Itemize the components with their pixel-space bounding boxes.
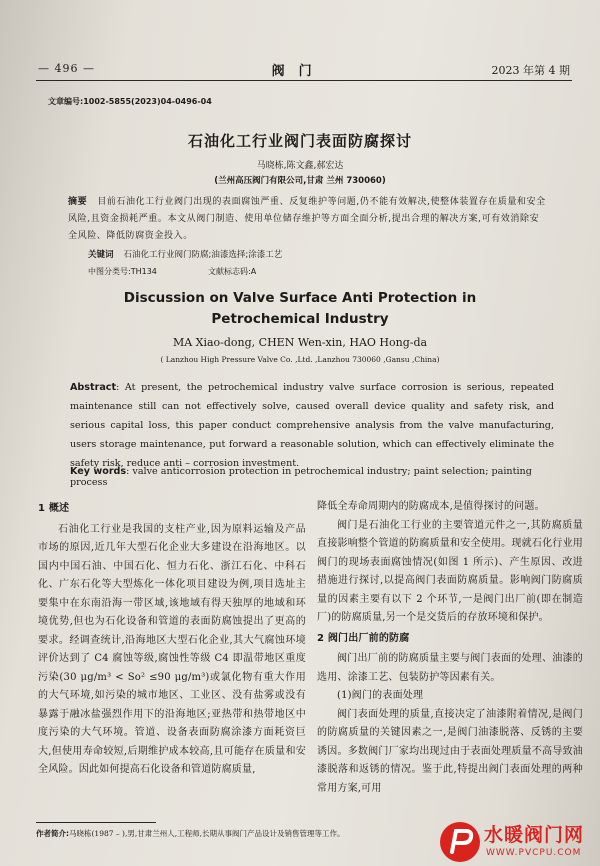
issue-label: 2023 年第 4 期 (491, 64, 570, 77)
subsection-2-1-heading: (1)阀门的表面处理 (337, 690, 424, 701)
abstract-label-english: Abstract (70, 382, 117, 393)
body-column-right (317, 498, 583, 798)
keywords-text-chinese: 石油化工行业阀门防腐;油漆选择;涂漆工艺 (123, 250, 283, 260)
section-1-heading: 1 概述 (38, 503, 70, 514)
keywords-english (70, 466, 560, 488)
abstract-chinese (68, 194, 548, 245)
watermark-name: 水暖阀门网 (484, 824, 585, 846)
keywords-text-english: : valve anticorrosion protection in petrochemical industry; paint selection; painting process (70, 466, 532, 488)
authors-chinese: 马晓栋,陈文鑫,郝宏达 (256, 161, 344, 171)
classification-line (88, 266, 257, 277)
abstract-text-chinese: 目前石油化工行业阀门出现的表面腐蚀严重、反复维护等问题,仍不能有效解决,使整体装置存在质量和安全风险,且资金损耗严重。本文从阀门制造、使用单位储存维护等方面全面分析,提出合理的解决方案,可有效消除安全风险、降低防腐资金投入。 (68, 197, 546, 241)
section-1-paragraph: 石油化工行业是我国的支柱产业,因为原料运输及产品市场的原因,近几年大型石化企业大多建设在沿海地区。以国内中国石油、中国石化、恒力石化、浙江石化、中科石化、广东石化等大型炼化一体化项目建设为例,项目选址主要集中在东南沿海一带区域,该地域有得天独厚的地域和环境优势,但也为石化设备和管道的表面防腐蚀提出了更高的要求。经调查统计,沿海地区大型石化企业,其大气腐蚀环境评价达到了 C4 腐蚀等级,腐蚀性等级 C4 即温带地区重度污染(30 μg/m³ < So² ≤90 μg/m³)或氯化物有重大作用的大气环境,如污染的城市地区、工业区、没有盐雾或没有暴露于融冰盐强烈作用下的沿海地区;亚热带和热带地区中度污染的大气环境。管道、设备表面防腐涂漆方面耗资巨大,但使用寿命较短,后期维护成本较高,且可能存在质量和安全风险。因此如何提高石化设备和管道防腐质量, (38, 523, 306, 775)
abstract-label-chinese: 摘要 (68, 197, 88, 207)
watermark-url: WWW.PVCPU.COM (486, 848, 582, 858)
doc-code: A (250, 267, 257, 276)
continued-paragraph: 降低全寿命周期内的防腐成本,是值得探讨的问题。 (317, 501, 545, 512)
section-2-heading: 2 阀门出厂前的防腐 (317, 632, 410, 644)
footnote-label: 作者简介: (36, 829, 69, 838)
running-header (38, 60, 570, 80)
title-english (0, 288, 600, 330)
title-chinese: 石油化工行业阀门表面防腐探讨 (187, 132, 412, 150)
affiliation-english: ( Lanzhou High Pressure Valve Co. ,Ltd. ,Lanzhou 730060 ,Gansu ,China) (160, 355, 440, 364)
article-number: 文章编号:1002-5855(2023)04-0496-04 (48, 97, 212, 106)
header-rule (36, 80, 572, 81)
clc-label: 中图分类号: (88, 267, 131, 276)
site-watermark (440, 820, 600, 866)
abstract-english (70, 378, 554, 473)
author-footnote (36, 828, 345, 839)
section-2-paragraph: 阀门出厂前的防腐质量主要与阀门表面的处理、油漆的选用、涂漆工艺、包装防护等因素有关。 (317, 653, 583, 683)
keywords-chinese (88, 248, 282, 260)
body-column-left (38, 498, 306, 780)
keywords-label-english: Key words (70, 466, 127, 477)
keywords-label-chinese: 关键词 (88, 250, 114, 260)
page-number: — 496 — (38, 62, 95, 75)
title-english-line-1: Discussion on Valve Surface Anti Protection in (123, 290, 477, 306)
journal-name: 阀门 (271, 64, 326, 79)
title-english-line-2: Petrochemical Industry (211, 311, 389, 327)
subsection-2-1-paragraph: 阀门表面处理的质量,直接决定了油漆附着情况,是阀门的防腐质量的关键因素之一,是阀门油漆脱落、反锈的主要诱因。多数阀门厂家均出现过由于表面处理质量不高导致油漆脱落和返锈的情况。鉴于此,特提出阀门表面处理的两种常用方案,可用 (317, 708, 583, 794)
footnote-rule (36, 822, 156, 823)
document-code-group (208, 266, 256, 277)
clc-code: TH134 (130, 267, 157, 276)
affiliation-chinese: (兰州高压阀门有限公司,甘肃 兰州 730060) (214, 176, 386, 186)
watermark-logo-icon (440, 822, 480, 862)
doc-code-label: 文献标志码: (208, 267, 251, 276)
valve-paragraph: 阀门是石油化工行业的主要管道元件之一,其防腐质量直接影响整个管道的防腐质量和安全使用。现就石化行业用阀门的现场表面腐蚀情况(如图 1 所示)、产生原因、改进措施进行探讨,以提高阀门表面防腐质量。影响阀门防腐质量的因素主要有以下 2 个环节,一是阀门出厂前(即在制造厂)的防腐质量,另一个是交货后的存放环境和保护。 (317, 519, 583, 623)
abstract-text-english: : At present, the petrochemical industry valve surface corrosion is serious, repeated maintenance still can not effectively solve, caused overall device quality and safety risk, and serious capital loss, this paper conduct comprehensive analysis from the valve manufacturing, users storage maintenance, put forward a reasonable solution, which can effectively eliminate the safety risk, reduce anti – corrosion investment. (70, 382, 554, 469)
footnote-text: 马晓栋(1987 – ),男,甘肃兰州人,工程师,长期从事阀门产品设计及销售管理等工作。 (69, 829, 345, 838)
authors-english: MA Xiao-dong, CHEN Wen-xin, HAO Hong-da (172, 336, 428, 349)
